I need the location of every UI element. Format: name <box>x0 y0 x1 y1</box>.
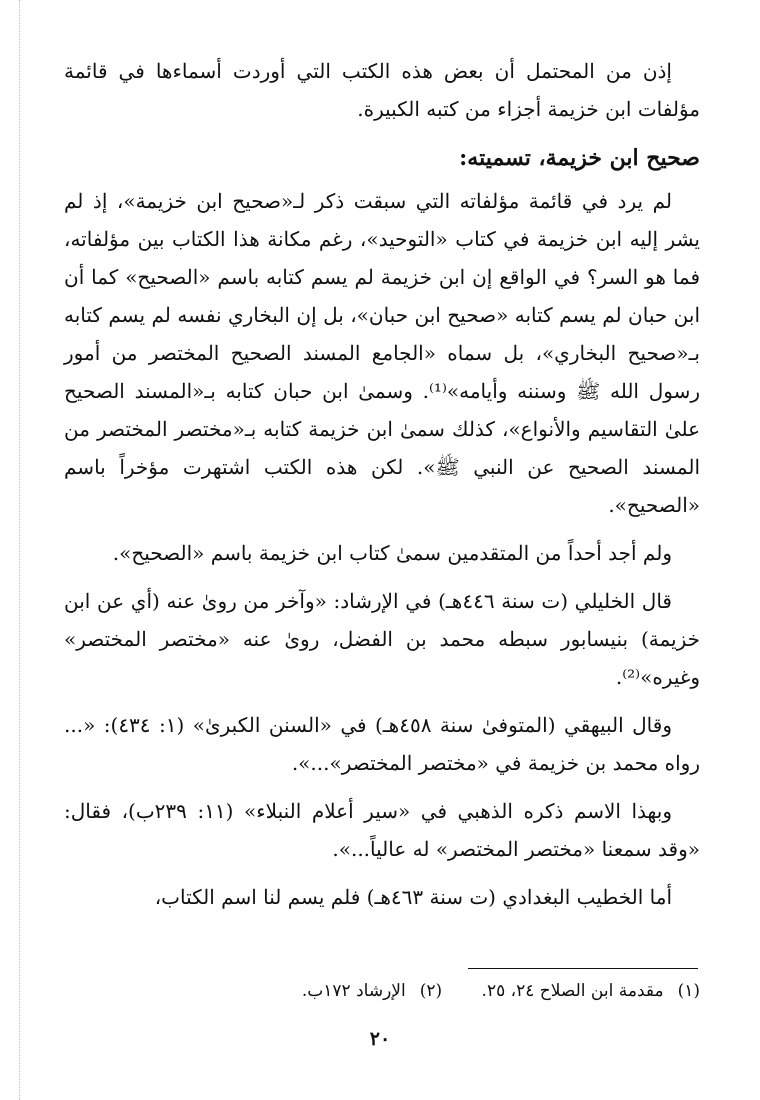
page-edge-rule <box>19 0 20 1100</box>
footnote-separator <box>468 968 698 969</box>
paragraph: لم يرد في قائمة مؤلفاته التي سبقت ذكر لـ«صحيح ابن خزيمة»، إذ لم يشر إليه ابن خزيمة في كتاب «التوحيد»، رغم مكانة هذا الكتاب بين مؤلفاته، فما هو السر؟ في الواقع إن ابن خزيمة لم يسم كتابه باسم «الصحيح» كما أن ابن حبان لم يسم كتابه «صحيح ابن حبان»، بل إن البخاري نفسه لم يسم كتابه بـ«صحيح البخاري»، بل سماه «الجامع المسند الصحيح المختصر من أمور رسول الله ﷺ وسننه وأيامه»⁽¹⁾. وسمىٰ ابن حبان كتابه بـ«المسند الصحيح علىٰ التقاسيم والأنواع»، كذلك سمىٰ ابن خزيمة كتابه بـ«مختصر المختصر من المسند الصحيح عن النبي ﷺ». لكن هذه الكتب اشتهرت مؤخراً باسم «الصحيح». <box>64 189 701 517</box>
page-body <box>64 52 700 926</box>
section-heading: صحيح ابن خزيمة، تسميته: <box>459 145 700 171</box>
footnote-number: (١) <box>677 981 700 1001</box>
footnote-number: (٢) <box>419 981 443 1001</box>
paragraph: قال الخليلي (ت سنة ٤٤٦هـ) في الإرشاد: «وآخر من روىٰ عنه (أي عن ابن خزيمة) بنيسابور سبطه محمد بن الفضل، روىٰ عنه «مختصر المختصر» وغيره»⁽²⁾. <box>64 589 700 689</box>
footnote-text: الإرشاد ١٧٢ب. <box>301 981 406 1001</box>
footnote-text: مقدمة ابن الصلاح ٢٤، ٢٥. <box>481 981 664 1001</box>
paragraph: وقال البيهقي (المتوفىٰ سنة ٤٥٨هـ) في «السنن الكبرىٰ» (١: ٤٣٤): «... رواه محمد بن خزيمة في «مختصر المختصر»...». <box>64 713 700 775</box>
paragraph: إذن من المحتمل أن بعض هذه الكتب التي أوردت أسماءها في قائمة مؤلفات ابن خزيمة أجزاء من كتبه الكبيرة. <box>64 59 700 121</box>
footnote-1 <box>482 976 700 1006</box>
page-number: ٢٠ <box>369 1028 391 1050</box>
footnotes <box>64 976 700 1006</box>
paragraph: أما الخطيب البغدادي (ت سنة ٤٦٣هـ) فلم يسم لنا اسم الكتاب، <box>154 885 672 909</box>
footnote-2 <box>302 976 442 1006</box>
paragraph: وبهذا الاسم ذكره الذهبي في «سير أعلام النبلاء» (١١: ٢٣٩ب)، فقال: «وقد سمعنا «مختصر المختصر» له عالياً...». <box>64 799 700 861</box>
paragraph: ولم أجد أحداً من المتقدمين سمىٰ كتاب ابن خزيمة باسم «الصحيح». <box>112 541 672 565</box>
